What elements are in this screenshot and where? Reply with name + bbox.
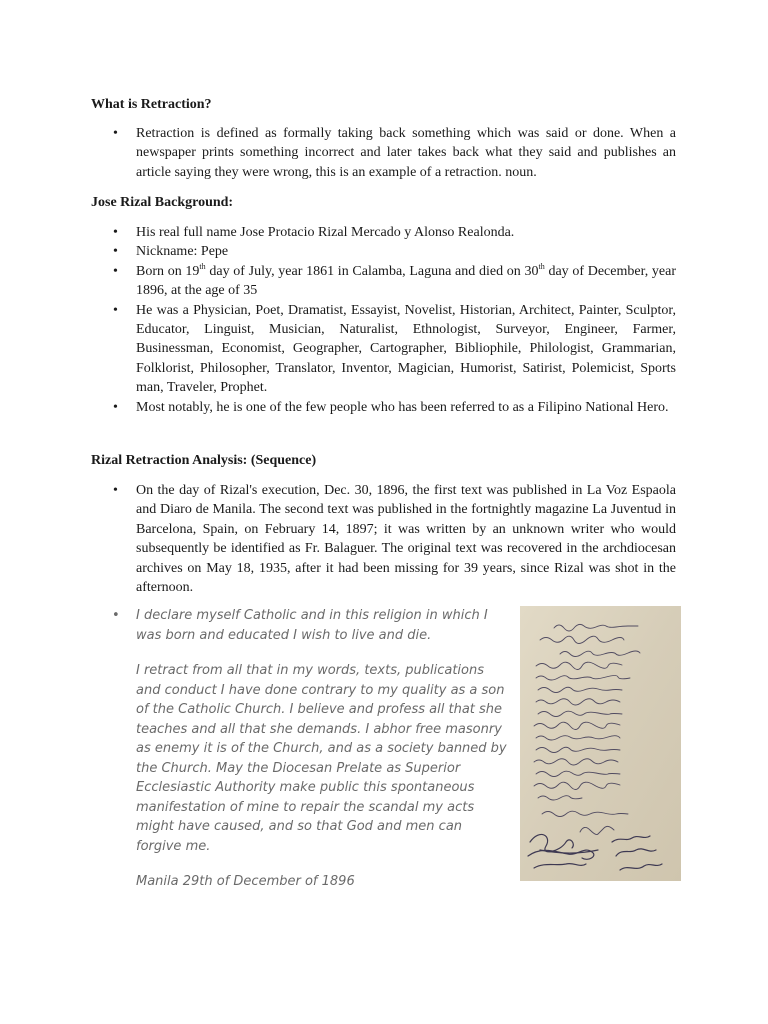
- retraction-sequence-list: [91, 481, 676, 597]
- list-item: • On the day of Rizal's execution, Dec. 30, 1896, the first text was published in La Voz Espaola and Diaro de Manila. The second text was published in the fortnightly magazine La Juventud in Barcelona, Spain, on February 14, 1897; it was written by an unknown writer who would subsequently be identified as Fr. Balaguer. The original text was recovered in the archdiocesan archives on May 18, 1935, after it had been missing for 39 years, since Rizal was shot in the afternoon.: [113, 483, 676, 596]
- list-item: • Retraction is defined as formally taking back something which was said or done. When a newspaper prints something incorrect and later takes back what they said and publishes an article saying they were wrong, this is an example of a retraction. noun.: [113, 126, 676, 180]
- list-item: • His real full name Jose Protacio Rizal Mercado y Alonso Realonda.: [91, 223, 676, 242]
- heading-what-is-retraction: What is Retraction?: [91, 97, 212, 112]
- heading-jose-rizal-background: Jose Rizal Background:: [91, 195, 234, 210]
- retraction-definition-list: [91, 124, 676, 182]
- list-item: • Nickname: Pepe: [91, 242, 676, 261]
- list-item: • Born on 19th day of July, year 1861 in Calamba, Laguna and died on 30th day of December, year 1896, at the age of 35: [113, 261, 676, 299]
- list-item: • He was a Physician, Poet, Dramatist, Essayist, Novelist, Historian, Architect, Painter, Sculptor, Educator, Linguist, Musician, Naturalist, Ethnologist, Surveyor, Engineer, Farmer, Businessman, Economist, Geographer, Cartographer, Bibliophile, Philologist, Grammarian, Folklorist, Philosopher, Translator, Inventor, Magician, Humorist, Satirist, Polemicist, Sports man, Traveler, Prophet.: [113, 302, 676, 396]
- bullet-glyph: •: [113, 225, 118, 240]
- list-item: • Most notably, he is one of the few people who has been referred to as a Filipino National Hero.: [91, 398, 676, 417]
- quote-paragraph: I retract from all that in my words, texts, publications and conduct I have done contrary to my quality as a son of the Catholic Church. I believe and profess all that she teaches and all that she demands. I abhor free masonry as enemy it is of the Church, and as a society banned by the Church. May the Diocesan Prelate as Superior Ecclesiastic Authority make public this spontaneous manifestation of mine to repair the scandal my acts might have caused, and so that God and men can forgive me.: [136, 663, 507, 854]
- bullet-glyph: •: [113, 483, 118, 498]
- bullet-glyph: •: [112, 608, 120, 623]
- bullet-glyph: •: [113, 263, 118, 279]
- retraction-quote: [112, 606, 507, 908]
- quote-paragraph: I declare myself Catholic and in this religion in which I was born and educated I wish to live and die.: [136, 608, 488, 643]
- bullet-glyph: •: [113, 302, 118, 318]
- bullet-glyph: •: [113, 126, 118, 141]
- bullet-glyph: •: [113, 399, 118, 415]
- heading-rizal-retraction-analysis: Rizal Retraction Analysis: (Sequence): [91, 453, 317, 468]
- handwriting-scan: [520, 606, 681, 881]
- bullet-glyph: •: [113, 244, 118, 260]
- rizal-background-list: [91, 223, 676, 417]
- quote-date: Manila 29th of December of 1896: [136, 874, 355, 889]
- handwritten-retraction-letter-image: [520, 606, 681, 881]
